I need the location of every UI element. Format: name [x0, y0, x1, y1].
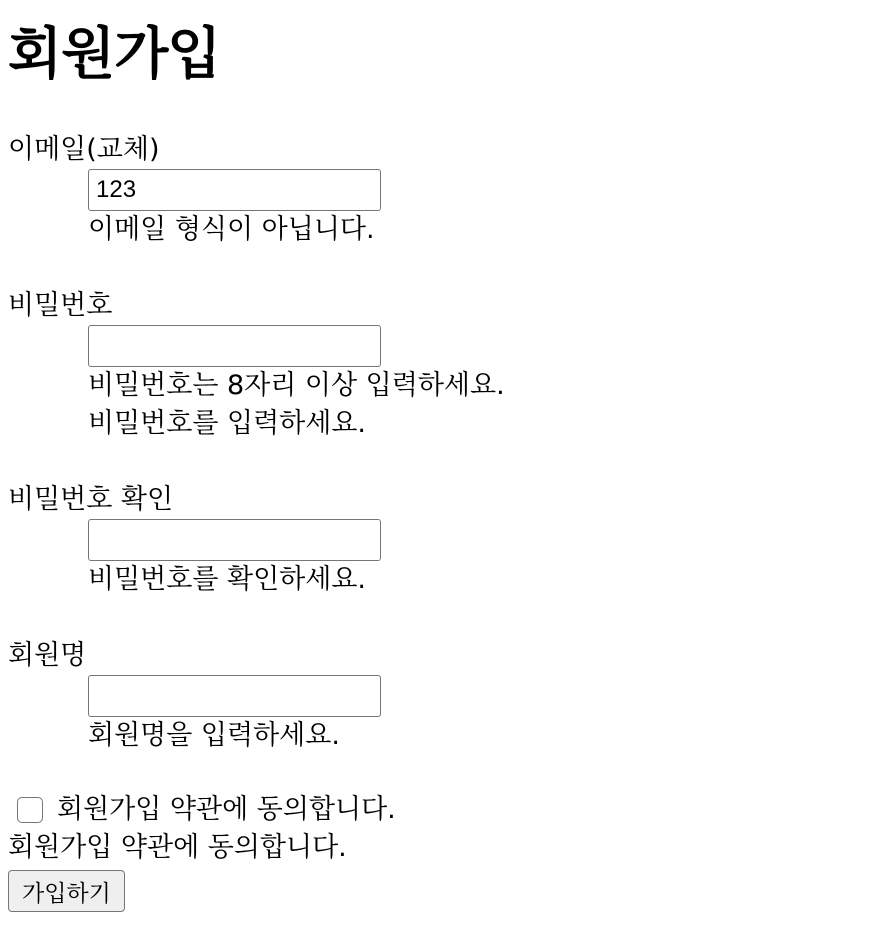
- name-input[interactable]: [88, 675, 381, 717]
- terms-required-message: 회원가입 약관에 동의합니다.: [8, 832, 347, 863]
- email-field-group: [8, 131, 870, 249]
- password-confirm-message: 비밀번호를 확인하세요.: [88, 564, 366, 595]
- password-confirm-label: 비밀번호 확인: [8, 484, 174, 515]
- password-field-group: [8, 287, 870, 443]
- page-title: 회원가입: [8, 22, 221, 87]
- password-length-message: 비밀번호는 8자리 이상 입력하세요.: [88, 370, 505, 401]
- password-label: 비밀번호: [8, 290, 113, 321]
- name-label: 회원명: [8, 640, 87, 671]
- email-input[interactable]: [88, 169, 381, 211]
- password-confirm-field-group: [8, 481, 870, 599]
- password-input[interactable]: [88, 325, 381, 367]
- terms-agree-row[interactable]: [8, 791, 870, 829]
- email-error-message: 이메일 형식이 아닙니다.: [88, 214, 375, 245]
- name-field-body: [88, 675, 870, 755]
- terms-checkbox-label[interactable]: 회원가입 약관에 동의합니다.: [57, 794, 396, 825]
- terms-checkbox[interactable]: [17, 797, 43, 823]
- email-label: 이메일(교체): [8, 134, 160, 165]
- email-field-body: [88, 169, 870, 249]
- name-field-group: [8, 637, 870, 755]
- password-field-body: [88, 325, 870, 443]
- password-required-message: 비밀번호를 입력하세요.: [88, 408, 366, 439]
- password-confirm-input[interactable]: [88, 519, 381, 561]
- password-confirm-field-body: [88, 519, 870, 599]
- name-required-message: 회원명을 입력하세요.: [88, 720, 340, 751]
- signup-submit-button[interactable]: 가입하기: [8, 870, 125, 912]
